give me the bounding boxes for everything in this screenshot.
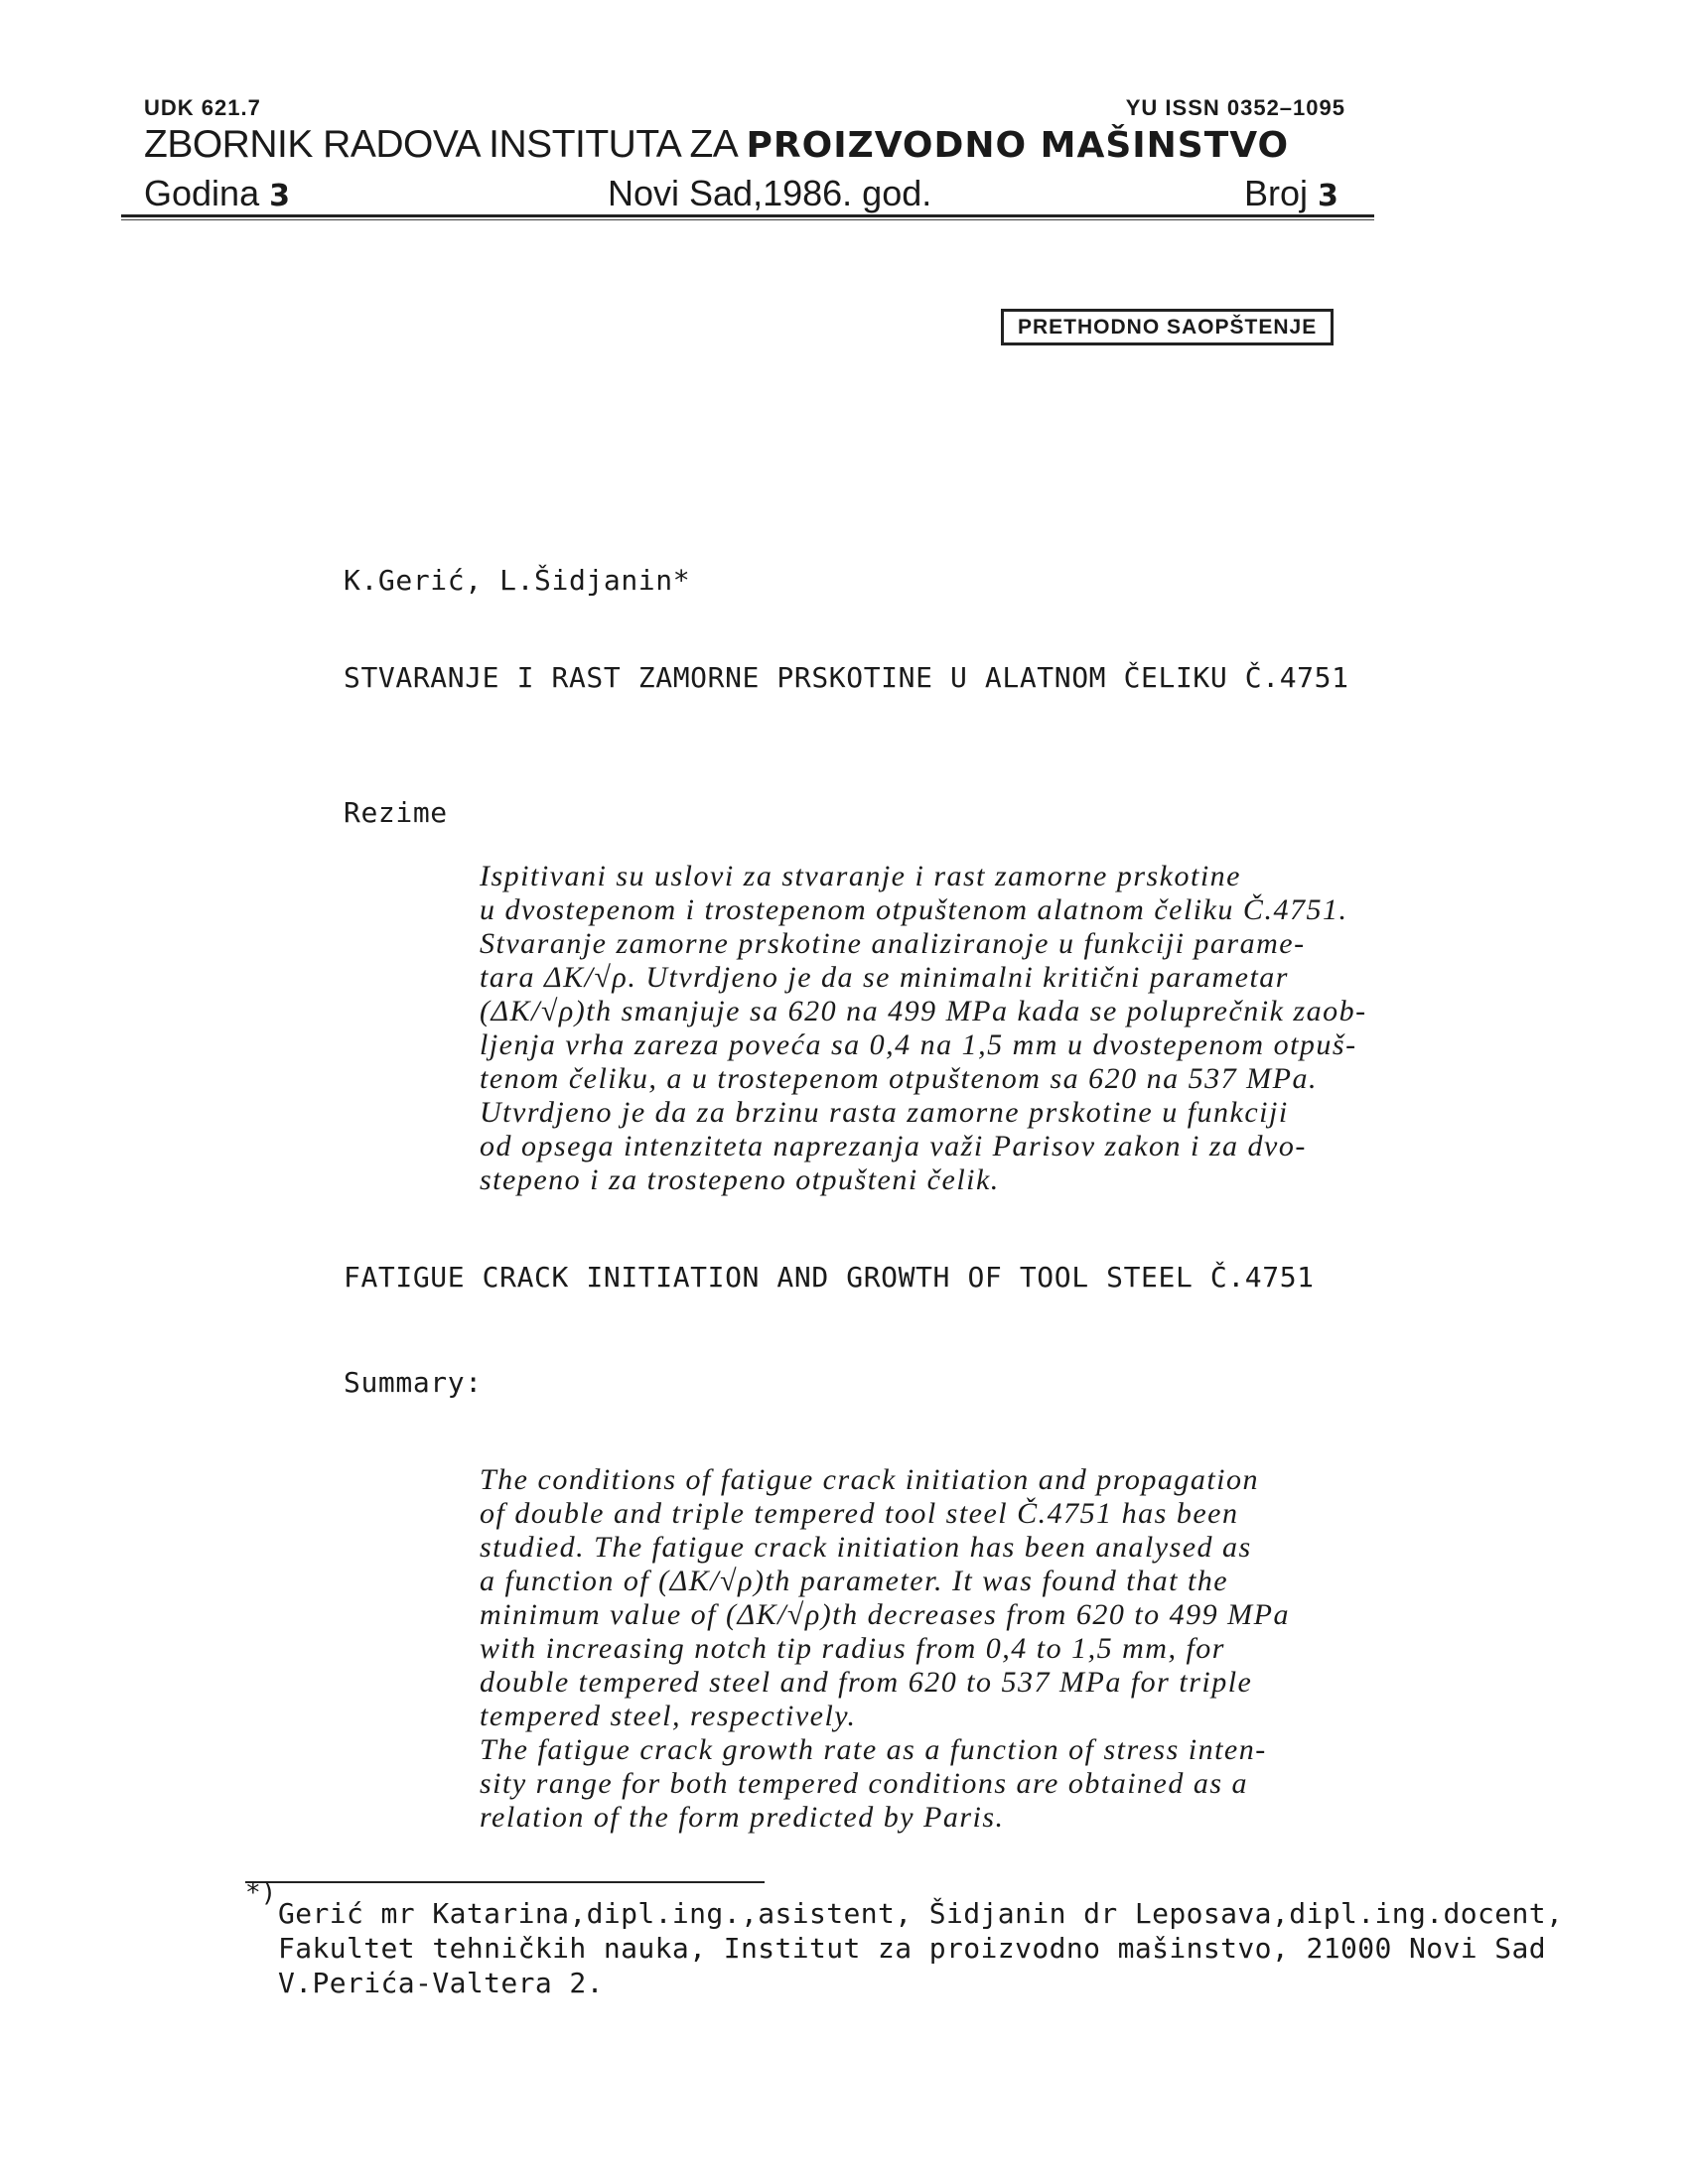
abstract-line: of double and triple tempered tool steel Č.4751 has been [480, 1497, 1239, 1530]
abstract-line: studied. The fatigue crack initiation has been analysed as [480, 1531, 1252, 1564]
footnote-mark: *) [245, 1878, 277, 1908]
authors: K.Gerić, L.Šidjanin* [344, 564, 691, 597]
abstract-line: The fatigue crack growth rate as a function of stress inten- [480, 1733, 1267, 1766]
footnote-line: Gerić mr Katarina,dipl.ing.,asistent, Šidjanin dr Leposava,dipl.ing.docent, [278, 1897, 1564, 1930]
issue-label: Broj [1244, 173, 1309, 213]
place-date: Novi Sad,1986. god. [608, 173, 932, 213]
abstract-line: stepeno i za trostepeno otpušteni čelik. [480, 1163, 1000, 1196]
abstract-line: minimum value of (ΔK/√ρ)th decreases from 620 to 499 MPa [480, 1598, 1290, 1631]
header-rule [121, 214, 1374, 217]
issn-number: YU ISSN 0352–1095 [1125, 95, 1345, 120]
article-type-stamp: PRETHODNO SAOPŠTENJE [1001, 309, 1334, 345]
abstract-line: a function of (ΔK/√ρ)th parameter. It was found that the [480, 1565, 1229, 1597]
abstract-serbian [480, 860, 1367, 1197]
abstract-line: ljenja vrha zareza poveća sa 0,4 na 1,5 mm u dvostepenom otpuš- [480, 1028, 1357, 1061]
issue [1244, 173, 1338, 214]
summary-heading: Summary: [344, 1366, 483, 1399]
header-rule-thin [121, 219, 1374, 220]
abstract-line: Utvrdjeno je da za brzinu rasta zamorne prskotine u funkciji [480, 1096, 1289, 1129]
title-english: FATIGUE CRACK INITIATION AND GROWTH OF TOOL STEEL Č.4751 [344, 1261, 1315, 1294]
journal-title-bold: PROIZVODNO MAŠINSTVO [746, 125, 1290, 166]
volume-value: 3 [269, 179, 290, 213]
abstract-line: relation of the form predicted by Paris. [480, 1801, 1005, 1834]
abstract-line: tara ΔK/√ρ. Utvrdjeno je da se minimalni kritični parametar [480, 961, 1289, 994]
footnote-line: Fakultet tehničkih nauka, Institut za proizvodno mašinstvo, 21000 Novi Sad [278, 1932, 1547, 1965]
issue-value: 3 [1318, 179, 1338, 213]
footnote-rule [245, 1881, 765, 1883]
abstract-english [480, 1463, 1290, 1835]
abstract-line: Ispitivani su uslovi za stvaranje i rast zamorne prskotine [480, 860, 1241, 892]
volume-label: Godina [144, 173, 260, 213]
abstract-line: double tempered steel and from 620 to 537 MPa for triple [480, 1666, 1253, 1699]
abstract-line: od opsega intenziteta naprezanja važi Parisov zakon i za dvo- [480, 1130, 1307, 1162]
abstract-line: (ΔK/√ρ)th smanjuje sa 620 na 499 MPa kada se poluprečnik zaob- [480, 995, 1367, 1027]
abstract-line: with increasing notch tip radius from 0,4 to 1,5 mm, for [480, 1632, 1225, 1665]
udk-code: UDK 621.7 [144, 95, 261, 120]
footnote-line: V.Perića-Valtera 2. [278, 1967, 604, 1999]
abstract-line: tenom čeliku, a u trostepenom otpuštenom sa 620 na 537 MPa. [480, 1062, 1318, 1095]
abstract-line: tempered steel, respectively. [480, 1700, 857, 1732]
volume [144, 173, 290, 214]
title-serbian: STVARANJE I RAST ZAMORNE PRSKOTINE U ALATNOM ČELIKU Č.4751 [344, 661, 1349, 694]
journal-title [144, 123, 1289, 167]
footnote [278, 1896, 1563, 2000]
abstract-line: sity range for both tempered conditions are obtained as a [480, 1767, 1249, 1800]
abstract-line: Stvaranje zamorne prskotine analiziranoje u funkciji parame- [480, 927, 1306, 960]
journal-title-regular: ZBORNIK RADOVA INSTITUTA ZA [144, 123, 747, 166]
abstract-line: u dvostepenom i trostepenom otpuštenom alatnom čeliku Č.4751. [480, 893, 1348, 926]
abstract-line: The conditions of fatigue crack initiation and propagation [480, 1463, 1260, 1496]
rezime-heading: Rezime [344, 796, 448, 829]
